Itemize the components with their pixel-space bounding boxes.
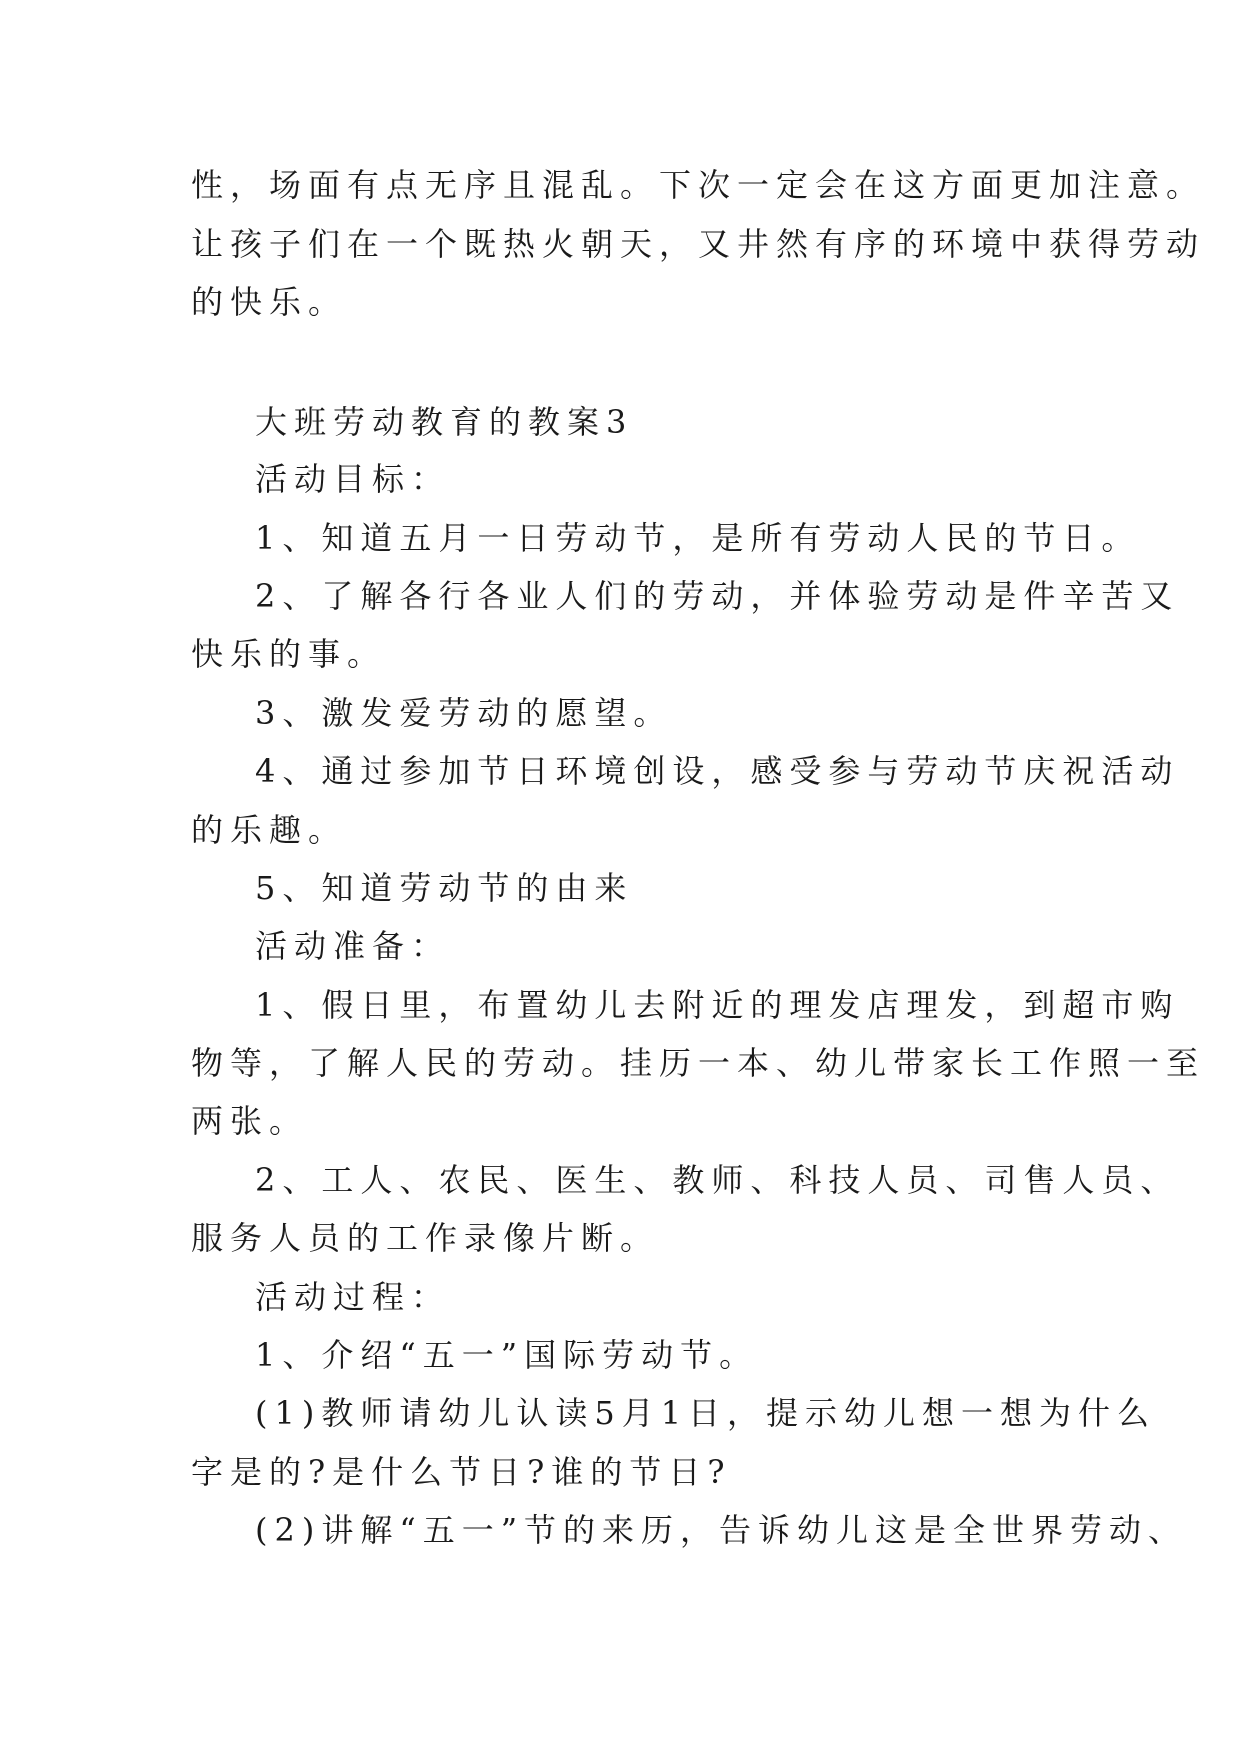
- section-heading: 大班劳动教育的教案3: [255, 403, 634, 441]
- text-line: 1、知道五月一日劳动节，是所有劳动人民的节日。: [255, 519, 1141, 557]
- subheading-preparation: 活动准备：: [255, 927, 451, 965]
- text-line: 2、了解各行各业人们的劳动，并体验劳动是件辛苦又: [255, 577, 1180, 615]
- subheading-objectives: 活动目标：: [255, 460, 451, 498]
- text-line: 2、工人、农民、医生、教师、科技人员、司售人员、: [255, 1161, 1180, 1199]
- text-line: 字是的?是什么节日?谁的节日?: [191, 1453, 732, 1491]
- text-line: 1、介绍“五一”国际劳动节。: [255, 1336, 759, 1374]
- text-line: 让孩子们在一个既热火朝天，又井然有序的环境中获得劳动: [191, 225, 1206, 263]
- text-line: (2)讲解“五一”节的来历，告诉幼儿这是全世界劳动、: [255, 1511, 1188, 1549]
- text-line: 的快乐。: [191, 283, 348, 321]
- subheading-process: 活动过程：: [255, 1278, 451, 1316]
- text-line: (1)教师请幼儿认读5月1日，提示幼儿想一想为什么: [255, 1394, 1157, 1432]
- text-line: 5、知道劳动节的由来: [255, 869, 634, 907]
- text-line: 物等，了解人民的劳动。挂历一本、幼儿带家长工作照一至: [191, 1044, 1206, 1082]
- text-line: 3、激发爱劳动的愿望。: [255, 694, 673, 732]
- text-line: 4、通过参加节日环境创设，感受参与劳动节庆祝活动: [255, 752, 1180, 790]
- text-line: 两张。: [191, 1102, 309, 1140]
- text-line: 快乐的事。: [191, 635, 387, 673]
- text-line: 的乐趣。: [191, 811, 348, 849]
- text-line: 性，场面有点无序且混乱。下次一定会在这方面更加注意。: [191, 166, 1206, 204]
- text-line: 1、假日里，布置幼儿去附近的理发店理发，到超市购: [255, 986, 1180, 1024]
- text-line: 服务人员的工作录像片断。: [191, 1219, 660, 1257]
